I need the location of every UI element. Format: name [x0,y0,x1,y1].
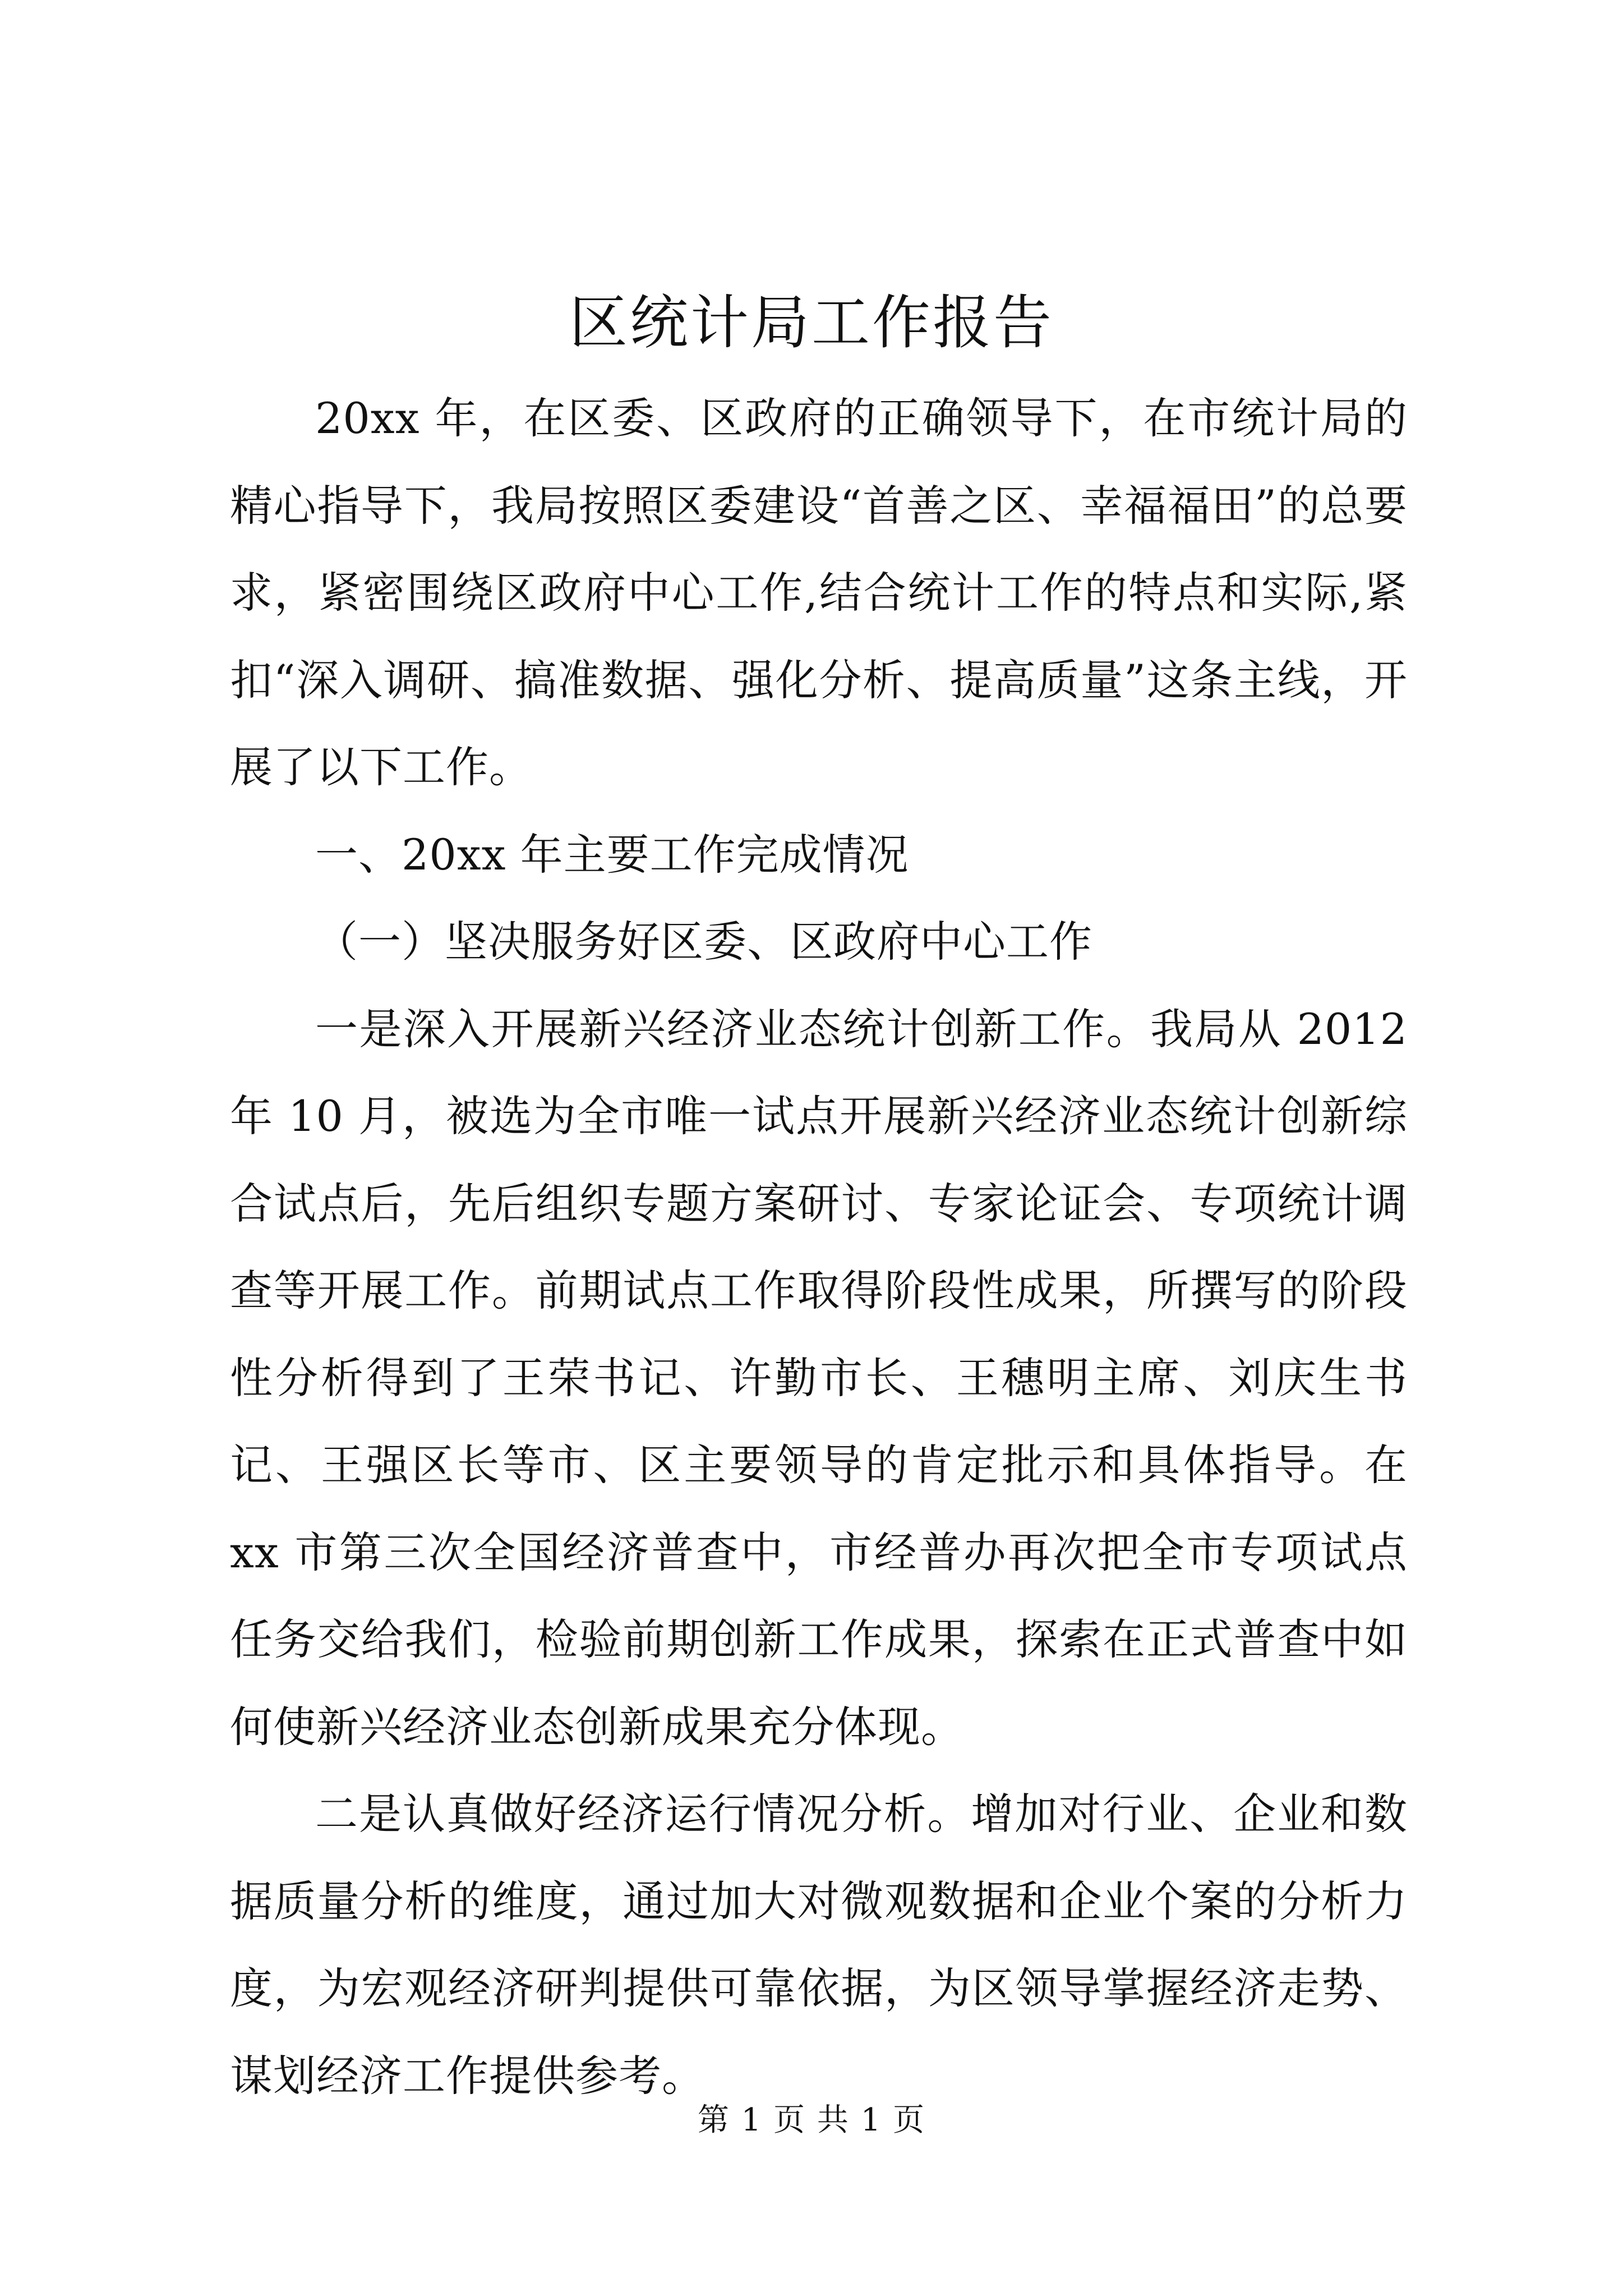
body-paragraph-1: 一是深入开展新兴经济业态统计创新工作。我局从 2012 年 10 月，被选为全市唯一试点开展新兴经济业态统计创新综合试点后，先后组织专题方案研讨、专家论证会、专项统计调查等开展工作。前期试点工作取得阶段性成果，所撰写的阶段性分析得到了王荣书记、许勤市长、王穗明主席、刘庆生书记、王强区长等市、区主要领导的肯定批示和具体指导。在 xx 市第三次全国经济普查中，市经普办再次把全市专项试点任务交给我们，检验前期创新工作成果，探索在正式普查中如何使新兴经济业态创新成果充分体现。 [230,1004,1408,1752]
intro-paragraph: 20xx 年，在区委、区政府的正确领导下，在市统计局的精心指导下，我局按照区委建设“首善之区、幸福福田”的总要求，紧密围绕区政府中心工作,结合统计工作的特点和实际,紧扣“深入调研、搞准数据、强化分析、提高质量”这条主线，开展了以下工作。 [230,393,1408,792]
document-body [230,375,1408,2119]
page-footer: 第 1 页 共 1 页 [697,2102,926,2138]
section-heading: 一、20xx 年主要工作完成情况 [315,829,909,880]
body-paragraph-2: 二是认真做好经济运行情况分析。增加对行业、企业和数据质量分析的维度，通过加大对微观数据和企业个案的分析力度，为宏观经济研判提供可靠依据，为区领导掌握经济走势、谋划经济工作提供参考。 [230,1789,1408,2101]
subsection-heading: （一）坚决服务好区委、区政府中心工作 [315,917,1092,967]
document-title: 区统计局工作报告 [569,288,1054,357]
